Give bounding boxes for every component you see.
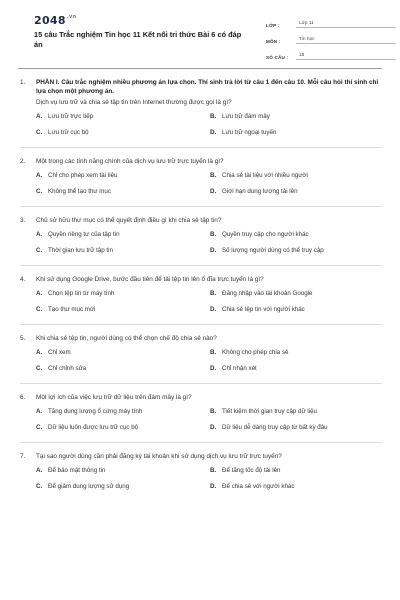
option-c[interactable]: [36, 188, 210, 204]
option-grid: [20, 172, 382, 204]
option-letter: A.: [36, 113, 43, 120]
option-text: Tạo thư mục mới: [48, 306, 96, 313]
meta-row-class: [266, 14, 396, 28]
option-text: Lưu trữ trực tiếp: [48, 113, 94, 120]
option-text: Thời gian lưu trữ tập tin: [48, 247, 113, 254]
page-header: [14, 0, 386, 58]
site-logo[interactable]: [34, 14, 76, 27]
option-text: Chọn tệp tin từ máy tính: [48, 290, 115, 297]
option-text: Số lượng người dùng có thể truy cập: [222, 247, 324, 254]
option-letter: D.: [210, 247, 217, 254]
question-number: 6.: [20, 394, 26, 401]
option-text: Tăng dung lượng ổ cứng máy tính: [48, 408, 143, 415]
question-item: [20, 452, 382, 499]
option-d[interactable]: [210, 129, 384, 145]
question-divider: [20, 147, 382, 148]
option-c[interactable]: [36, 129, 210, 145]
option-a[interactable]: [36, 231, 210, 247]
option-text: Chia sẻ tài liệu với nhiều người: [222, 172, 308, 179]
option-text: Chỉ chỉnh sửa: [48, 365, 87, 372]
option-letter: D.: [210, 424, 217, 431]
option-text: Chỉ nhận xét: [222, 365, 257, 372]
logo-text: 2048: [34, 14, 66, 27]
question-divider: [20, 324, 382, 325]
option-letter: B.: [210, 467, 217, 474]
question-number: 4.: [20, 276, 26, 283]
section-intro: PHẦN I. Câu trắc nghiệm nhiều phương án lựa chọn. Thí sinh trả lời từ câu 1 đến câu 10. Mỗi câu hỏi thí sinh chỉ lựa chọn một phương án.: [36, 79, 379, 95]
logo-suffix: .vn: [66, 14, 77, 20]
option-a[interactable]: [36, 290, 210, 306]
option-a[interactable]: [36, 408, 210, 424]
option-text: Lưu trữ ngoại tuyến: [222, 129, 277, 136]
option-c[interactable]: [36, 483, 210, 499]
option-letter: C.: [36, 483, 43, 490]
option-c[interactable]: [36, 365, 210, 381]
option-text: Giới hạn dung lượng tải lên: [222, 188, 298, 195]
meta-row-count: [266, 46, 396, 60]
option-d[interactable]: [210, 483, 384, 499]
option-grid: [20, 349, 382, 381]
option-letter: A.: [36, 290, 43, 297]
option-text: Đăng nhập vào tài khoản Google: [222, 290, 313, 297]
option-c[interactable]: [36, 306, 210, 322]
option-grid: [20, 408, 382, 440]
meta-label: MÔN :: [266, 39, 281, 44]
question-divider: [20, 383, 382, 384]
option-letter: D.: [210, 306, 217, 313]
option-text: Dữ liệu dễ dàng truy cập từ bất kỳ đâu: [222, 424, 328, 431]
option-text: Để bảo mật thông tin: [48, 467, 106, 474]
option-letter: D.: [210, 365, 217, 372]
option-letter: B.: [210, 113, 217, 120]
question-number: 7.: [20, 453, 26, 460]
question-item: [20, 157, 382, 207]
question-divider: [20, 442, 382, 443]
option-text: Chỉ xem: [48, 349, 71, 356]
option-letter: C.: [36, 365, 43, 372]
option-text: Quyền riêng tư của tập tin: [48, 231, 120, 238]
option-text: Dữ liệu luôn được lưu trữ cục bộ: [48, 424, 139, 431]
option-letter: C.: [36, 424, 43, 431]
option-d[interactable]: [210, 247, 384, 263]
option-d[interactable]: [210, 365, 384, 381]
option-letter: A.: [36, 172, 43, 179]
question-item: [20, 78, 382, 148]
option-d[interactable]: [210, 188, 384, 204]
meta-label: SỐ CÂU :: [266, 55, 289, 60]
option-c[interactable]: [36, 424, 210, 440]
meta-row-subject: [266, 30, 396, 44]
option-grid: [20, 113, 382, 145]
meta-value: 15: [296, 53, 396, 60]
option-d[interactable]: [210, 424, 384, 440]
option-a[interactable]: [36, 172, 210, 188]
option-b[interactable]: [210, 290, 384, 306]
option-text: Để chia sẻ với người khác: [222, 483, 295, 490]
option-text: Lưu trữ cục bộ: [48, 129, 89, 136]
option-text: Quyền truy cập cho người khác: [222, 231, 309, 238]
question-divider: [20, 265, 382, 266]
option-grid: [20, 467, 382, 499]
option-b[interactable]: [210, 172, 384, 188]
option-letter: A.: [36, 231, 43, 238]
question-item: [20, 275, 382, 325]
question-number: 1.: [20, 79, 26, 86]
option-grid: [20, 290, 382, 322]
option-letter: A.: [36, 408, 43, 415]
option-text: Lưu trữ đám mây: [222, 113, 270, 120]
question-text: Tại sao người dùng cần phải đăng ký tài khoản khi sử dụng dịch vụ lưu trữ trực tuyến?: [36, 453, 282, 460]
option-text: Chỉ cho phép xem tài liệu: [48, 172, 118, 179]
meta-value: Tin học: [296, 37, 396, 44]
option-letter: D.: [210, 129, 217, 136]
question-list: [20, 78, 382, 499]
option-b[interactable]: [210, 349, 384, 365]
option-a[interactable]: [36, 349, 210, 365]
question-item: [20, 393, 382, 443]
question-item: [20, 216, 382, 266]
option-letter: D.: [210, 483, 217, 490]
option-letter: B.: [210, 172, 217, 179]
option-text: Chia sẻ tệp tin với người khác: [222, 306, 305, 313]
document-meta: [266, 14, 396, 62]
option-letter: D.: [210, 188, 217, 195]
option-text: Tiết kiệm thời gian truy cập dữ liệu: [222, 408, 317, 415]
question-text: Khi chia sẻ tệp tin, người dùng có thể chọn chế độ chia sẻ nào?: [36, 335, 217, 342]
option-letter: B.: [210, 349, 217, 356]
question-number: 3.: [20, 217, 26, 224]
option-letter: C.: [36, 306, 43, 313]
question-text: Dịch vụ lưu trữ và chia sẻ tập tin trên Internet thường được gọi là gì?: [36, 99, 232, 106]
option-text: Để tăng tốc độ tải lên: [222, 467, 281, 474]
option-a[interactable]: [36, 467, 210, 483]
question-divider: [20, 206, 382, 207]
question-text: Khi sử dụng Google Drive, bước đầu tiên để tải tệp tin lên ổ đĩa trực tuyến là gì?: [36, 276, 264, 283]
option-letter: B.: [210, 408, 217, 415]
option-letter: A.: [36, 467, 43, 474]
meta-value: Lớp 11: [296, 21, 396, 28]
option-letter: C.: [36, 247, 43, 254]
option-b[interactable]: [210, 113, 384, 129]
option-grid: [20, 231, 382, 263]
option-text: Không thể tạo thư mục: [48, 188, 111, 195]
meta-label: LỚP :: [266, 23, 280, 28]
question-number: 2.: [20, 158, 26, 165]
option-text: Không cho phép chia sẻ: [222, 349, 289, 356]
option-letter: B.: [210, 290, 217, 297]
option-a[interactable]: [36, 113, 210, 129]
question-item: [20, 334, 382, 384]
option-letter: A.: [36, 349, 43, 356]
option-letter: C.: [36, 129, 43, 136]
question-text: Chủ sở hữu thư mục có thể quyết định điều gì khi chia sẻ tập tin?: [36, 217, 222, 224]
page-title: 15 câu Trắc nghiệm Tin học 11 Kết nối tri thức Bài 6 có đáp án: [34, 30, 242, 49]
option-d[interactable]: [210, 306, 384, 322]
option-letter: B.: [210, 231, 217, 238]
question-text: Một trong các tính năng chính của dịch vụ lưu trữ trực tuyến là gì?: [36, 158, 224, 165]
option-letter: C.: [36, 188, 43, 195]
option-b[interactable]: [210, 231, 384, 247]
question-number: 5.: [20, 335, 26, 342]
question-text: Một lợi ích của việc lưu trữ dữ liệu trên đám mây là gì?: [36, 394, 192, 401]
header-divider: [18, 68, 382, 69]
option-c[interactable]: [36, 247, 210, 263]
option-b[interactable]: [210, 467, 384, 483]
option-text: Để giảm dung lượng sử dụng: [48, 483, 130, 490]
option-b[interactable]: [210, 408, 384, 424]
